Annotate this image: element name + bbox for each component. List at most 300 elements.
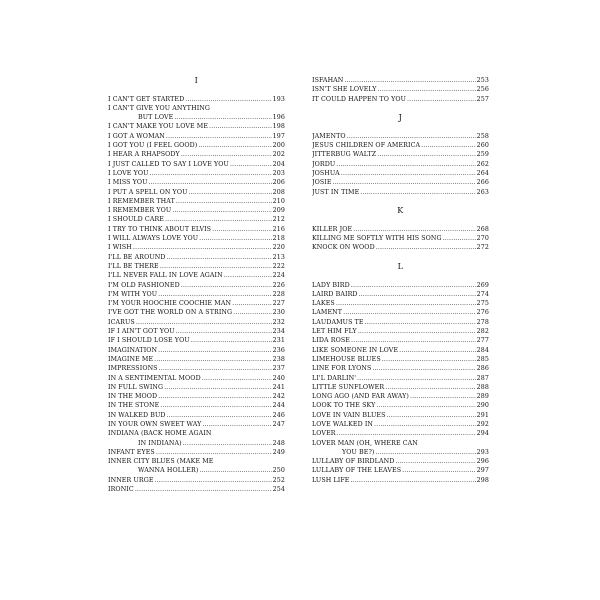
entry-page-number: 234 [272, 328, 285, 336]
entry-title: I'LL BE AROUND [108, 253, 166, 261]
dot-leader [176, 327, 272, 336]
index-entry-line [108, 457, 285, 466]
index-entry-line [108, 318, 285, 327]
index-entry-line [312, 234, 489, 243]
entry-page-number: 260 [476, 142, 489, 150]
entry-title: IMAGINE ME [108, 355, 154, 363]
index-entry-line [108, 355, 285, 364]
entry-page-number: 226 [272, 281, 285, 289]
index-entry-line [312, 346, 489, 355]
index-entry-line [108, 178, 285, 187]
index-entry-line [108, 485, 285, 494]
dot-leader [188, 188, 271, 197]
entry-title: JOSHUA [312, 169, 340, 177]
dot-leader [199, 234, 272, 243]
section-spacer [312, 104, 489, 113]
index-entry-line [108, 299, 285, 308]
entry-title: IN THE STONE [108, 402, 160, 410]
index-entry-line [312, 132, 489, 141]
entry-page-number: 298 [476, 476, 489, 484]
dot-leader [376, 401, 475, 410]
entry-title: IF I AIN'T GOT YOU [108, 328, 175, 336]
entry-page-number: 247 [272, 420, 285, 428]
entry-title: IN THE MOOD [108, 393, 158, 401]
dot-leader [224, 271, 272, 280]
index-column-left [108, 76, 285, 494]
index-entry-line [312, 355, 489, 364]
entry-page-number: 291 [476, 411, 489, 419]
entry-page-number: 272 [476, 244, 489, 252]
entry-title: LOVE WALKED IN [312, 420, 374, 428]
entry-title: LAUDAMUS TE [312, 318, 364, 326]
dot-leader [336, 160, 475, 169]
entry-page-number: 206 [272, 179, 285, 187]
entry-page-number: 197 [272, 132, 285, 140]
entry-title: I WISH [108, 244, 132, 252]
dot-leader [176, 197, 272, 206]
entry-title: IN A SENTIMENTAL MOOD [108, 374, 201, 382]
entry-title: LET HIM FLY [312, 328, 357, 336]
dot-leader [165, 215, 272, 224]
index-entry-line [312, 85, 489, 94]
entry-title: I'M OLD FASHIONED [108, 281, 180, 289]
entry-page-number: 198 [272, 123, 285, 131]
dot-leader [181, 150, 272, 159]
entry-title: LULLABY OF BIRDLAND [312, 458, 395, 466]
dot-leader [376, 243, 476, 252]
entry-title: IN FULL SWING [108, 383, 164, 391]
entry-page-number: 196 [272, 114, 285, 122]
entry-title: LITTLE SUNFLOWER [312, 383, 385, 391]
entry-page-number: 266 [476, 179, 489, 187]
dot-leader [158, 346, 272, 355]
entry-title: JUST IN TIME [312, 188, 360, 196]
entry-title: ISN'T SHE LOVELY [312, 86, 377, 94]
entry-page-number: 212 [272, 216, 285, 224]
index-entry-line [108, 225, 285, 234]
entry-page-number: 257 [476, 95, 489, 103]
section-spacer [312, 122, 489, 131]
entry-title: KNOCK ON WOOD [312, 244, 375, 252]
index-entry-line [312, 336, 489, 345]
index-entry-line [312, 160, 489, 169]
index-column-right [312, 76, 489, 485]
dot-leader [374, 420, 476, 429]
entry-title: JORDU [312, 160, 336, 168]
index-entry-line [108, 122, 285, 131]
dot-leader [399, 346, 476, 355]
entry-page-number: 293 [476, 448, 489, 456]
dot-leader [230, 160, 272, 169]
entry-title: IMPRESSIONS [108, 365, 158, 373]
index-entry-line [312, 476, 489, 485]
dot-leader [156, 448, 272, 457]
index-entry-line [108, 374, 285, 383]
dot-leader [166, 132, 272, 141]
dot-leader [191, 336, 272, 345]
entry-title: I JUST CALLED TO SAY I LOVE YOU [108, 160, 229, 168]
dot-leader [150, 169, 272, 178]
entry-page-number: 254 [272, 486, 285, 494]
entry-title: LI'L DARLIN' [312, 374, 357, 382]
entry-page-number: 249 [272, 448, 285, 456]
index-entry-line [312, 383, 489, 392]
index-entry-line [108, 113, 285, 122]
entry-title: I'LL NEVER FALL IN LOVE AGAIN [108, 272, 223, 280]
dot-leader [421, 141, 476, 150]
entry-page-number: 231 [272, 337, 285, 345]
dot-leader [233, 308, 272, 317]
entry-page-number: 216 [272, 225, 285, 233]
dot-leader [198, 141, 271, 150]
entry-page-number: 258 [476, 132, 489, 140]
index-entry-line [108, 364, 285, 373]
index-entry-line [312, 188, 489, 197]
index-entry-line [108, 271, 285, 280]
entry-page-number: 288 [476, 383, 489, 391]
entry-title: INDIANA (BACK HOME AGAIN [108, 430, 212, 438]
dot-leader [133, 243, 272, 252]
dot-leader [337, 429, 476, 438]
entry-title: JITTERBUG WALTZ [312, 151, 377, 159]
entry-title: I'VE GOT THE WORLD ON A STRING [108, 309, 233, 317]
entry-title: I'LL BE THERE [108, 262, 159, 270]
entry-page-number: 263 [476, 188, 489, 196]
entry-title: I PUT A SPELL ON YOU [108, 188, 188, 196]
entry-title: KILLER JOE [312, 225, 353, 233]
entry-page-number: 268 [476, 225, 489, 233]
index-entry-line [312, 281, 489, 290]
section-spacer [312, 197, 489, 206]
dot-leader [202, 420, 271, 429]
entry-title: I MISS YOU [108, 179, 148, 187]
index-entry-line [312, 411, 489, 420]
dot-leader [158, 392, 271, 401]
index-entry-line [108, 160, 285, 169]
dot-leader [358, 327, 476, 336]
index-entry-line [312, 420, 489, 429]
dot-leader [158, 290, 272, 299]
entry-page-number: 276 [476, 309, 489, 317]
entry-title: IT COULD HAPPEN TO YOU [312, 95, 407, 103]
dot-leader [402, 466, 476, 475]
entry-title: WANNA HOLLER) [138, 467, 199, 475]
dot-leader [212, 225, 272, 234]
entry-title: JAMENTO [312, 132, 346, 140]
entry-page-number: 218 [272, 235, 285, 243]
index-entry-line [312, 401, 489, 410]
index-entry-line [108, 336, 285, 345]
entry-page-number: 287 [476, 374, 489, 382]
entry-page-number: 270 [476, 235, 489, 243]
entry-title: INNER URGE [108, 476, 154, 484]
dot-leader [410, 392, 476, 401]
index-entry-line [312, 225, 489, 234]
entry-title: BUT LOVE [138, 114, 174, 122]
dot-leader [343, 308, 476, 317]
dot-leader [387, 411, 476, 420]
entry-title: YOU BE?) [342, 448, 375, 456]
entry-page-number: 296 [476, 458, 489, 466]
dot-leader [160, 401, 271, 410]
entry-title: IF I SHOULD LOSE YOU [108, 337, 190, 345]
entry-title: IN YOUR OWN SWEET WAY [108, 420, 202, 428]
entry-title: LIMEHOUSE BLUES [312, 355, 381, 363]
dot-leader [357, 374, 476, 383]
entry-title: LADY BIRD [312, 281, 350, 289]
index-entry-line [312, 169, 489, 178]
dot-leader [155, 476, 272, 485]
index-entry-line [108, 141, 285, 150]
index-entry-line [312, 466, 489, 475]
entry-title: I LOVE YOU [108, 169, 149, 177]
index-entry-line [312, 141, 489, 150]
entry-page-number: 290 [476, 402, 489, 410]
entry-page-number: 230 [272, 309, 285, 317]
section-spacer [312, 253, 489, 262]
entry-page-number: 203 [272, 169, 285, 177]
entry-title: I GOT A WOMAN [108, 132, 165, 140]
dot-leader [185, 95, 271, 104]
entry-page-number: 204 [272, 160, 285, 168]
entry-page-number: 209 [272, 207, 285, 215]
index-entry-line [108, 215, 285, 224]
entry-page-number: 213 [272, 253, 285, 261]
dot-leader [154, 355, 272, 364]
index-entry-line [312, 243, 489, 252]
section-heading-k: K [397, 206, 404, 216]
entry-page-number: 256 [476, 86, 489, 94]
entry-title: I REMEMBER YOU [108, 207, 172, 215]
index-entry-line [108, 253, 285, 262]
index-entry-line [108, 439, 285, 448]
entry-title: I CAN'T MAKE YOU LOVE ME [108, 123, 209, 131]
entry-page-number: 238 [272, 355, 285, 363]
section-heading-l: L [397, 261, 404, 271]
dot-leader [443, 234, 476, 243]
entry-title: I CAN'T GIVE YOU ANYTHING [108, 104, 211, 112]
dot-leader [372, 364, 475, 373]
entry-title: LINE FOR LYONS [312, 365, 372, 373]
entry-title: IMAGINATION [108, 346, 158, 354]
entry-title: LAKES [312, 300, 335, 308]
index-entry-line [108, 104, 285, 113]
index-entry-line [108, 262, 285, 271]
entry-page-number: 193 [272, 95, 285, 103]
dot-leader [232, 299, 272, 308]
entry-page-number: 284 [476, 346, 489, 354]
entry-title: LAIRD BAIRD [312, 290, 358, 298]
entry-title: IN WALKED BUD [108, 411, 166, 419]
index-entry-line [312, 448, 489, 457]
entry-title: LOVER MAN (OH, WHERE CAN [312, 439, 418, 447]
entry-title: LIDA ROSE [312, 337, 350, 345]
entry-title: ISFAHAN [312, 77, 344, 84]
entry-page-number: 292 [476, 420, 489, 428]
entry-page-number: 237 [272, 365, 285, 373]
dot-leader [336, 299, 476, 308]
index-entry-line [108, 401, 285, 410]
index-entry-line [108, 448, 285, 457]
entry-title: I WILL ALWAYS LOVE YOU [108, 235, 199, 243]
entry-title: LULLABY OF THE LEAVES [312, 467, 402, 475]
index-entry-line [312, 308, 489, 317]
index-entry-line [312, 95, 489, 104]
dot-leader [360, 188, 475, 197]
entry-page-number: 253 [476, 77, 489, 84]
entry-page-number: 278 [476, 318, 489, 326]
entry-title: ICARUS [108, 318, 135, 326]
entry-page-number: 210 [272, 197, 285, 205]
index-entry-line [312, 76, 489, 85]
entry-title: I REMEMBER THAT [108, 197, 175, 205]
index-entry-line [312, 429, 489, 438]
index-entry-line [108, 290, 285, 299]
dot-leader [149, 178, 272, 187]
dot-leader [202, 374, 272, 383]
entry-page-number: 220 [272, 244, 285, 252]
index-entry-line [312, 318, 489, 327]
section-spacer [312, 271, 489, 280]
dot-leader [199, 466, 271, 475]
index-entry-line [108, 281, 285, 290]
index-entry-line [108, 429, 285, 438]
entry-page-number: 232 [272, 318, 285, 326]
entry-title: IRONIC [108, 486, 134, 494]
entry-page-number: 228 [272, 290, 285, 298]
index-entry-line [312, 374, 489, 383]
entry-title: LONG AGO (AND FAR AWAY) [312, 393, 409, 401]
dot-leader [174, 113, 271, 122]
entry-page-number: 282 [476, 328, 489, 336]
dot-leader [333, 178, 476, 187]
entry-page-number: 285 [476, 355, 489, 363]
index-entry-line [108, 308, 285, 317]
index-entry-line [312, 439, 489, 448]
entry-page-number: 200 [272, 142, 285, 150]
dot-leader [378, 85, 476, 94]
dot-leader [344, 76, 475, 85]
dot-leader [375, 448, 475, 457]
entry-page-number: 297 [476, 467, 489, 475]
entry-page-number: 236 [272, 346, 285, 354]
dot-leader [164, 383, 272, 392]
dot-leader [351, 281, 476, 290]
index-entry-line [312, 457, 489, 466]
dot-leader [183, 439, 272, 448]
dot-leader [353, 225, 475, 234]
index-entry-line [108, 197, 285, 206]
dot-leader [359, 290, 476, 299]
entry-title: LOVE IN VAIN BLUES [312, 411, 386, 419]
entry-page-number: 294 [476, 430, 489, 438]
entry-page-number: 246 [272, 411, 285, 419]
entry-page-number: 227 [272, 300, 285, 308]
index-entry-line [108, 188, 285, 197]
dot-leader [159, 364, 272, 373]
dot-leader [135, 485, 272, 494]
dot-leader [365, 318, 476, 327]
entry-page-number: 269 [476, 281, 489, 289]
entry-page-number: 275 [476, 300, 489, 308]
dot-leader [385, 383, 475, 392]
index-entry-line [108, 169, 285, 178]
index-entry-line [108, 150, 285, 159]
index-entry-line [312, 327, 489, 336]
section-spacer [312, 215, 489, 224]
entry-title: KILLING ME SOFTLY WITH HIS SONG [312, 235, 442, 243]
index-entry-line [108, 392, 285, 401]
entry-page-number: 262 [476, 160, 489, 168]
entry-title: JESUS CHILDREN OF AMERICA [312, 142, 421, 150]
index-entry-line [312, 290, 489, 299]
index-entry-line [108, 411, 285, 420]
index-entry-line [108, 476, 285, 485]
entry-title: IN INDIANA) [138, 439, 182, 447]
index-entry-line [108, 383, 285, 392]
index-entry-line [312, 392, 489, 401]
entry-page-number: 240 [272, 374, 285, 382]
index-entry-line [108, 132, 285, 141]
dot-leader [136, 318, 272, 327]
dot-leader [377, 150, 475, 159]
entry-page-number: 248 [272, 439, 285, 447]
dot-leader [395, 457, 475, 466]
entry-page-number: 241 [272, 383, 285, 391]
entry-title: LAMENT [312, 309, 343, 317]
dot-leader [341, 169, 476, 178]
entry-page-number: 264 [476, 169, 489, 177]
entry-page-number: 244 [272, 402, 285, 410]
index-entry-line [108, 466, 285, 475]
entry-page-number: 242 [272, 393, 285, 401]
entry-title: JOSIE [312, 179, 332, 187]
section-heading-i: I [194, 76, 199, 85]
index-entry-line [312, 364, 489, 373]
entry-page-number: 208 [272, 188, 285, 196]
dot-leader [172, 206, 271, 215]
dot-leader [351, 336, 476, 345]
index-entry-line [108, 243, 285, 252]
section-spacer [108, 85, 285, 94]
entry-title: I HEAR A RHAPSODY [108, 151, 180, 159]
entry-title: I SHOULD CARE [108, 216, 164, 224]
entry-page-number: 274 [476, 290, 489, 298]
dot-leader [167, 411, 272, 420]
entry-page-number: 222 [272, 262, 285, 270]
entry-page-number: 277 [476, 337, 489, 345]
entry-title: I TRY TO THINK ABOUT ELVIS [108, 225, 212, 233]
dot-leader [382, 355, 476, 364]
index-entry-line [312, 299, 489, 308]
index-entry-line [312, 178, 489, 187]
index-entry-line [108, 346, 285, 355]
index-entry-line [108, 327, 285, 336]
entry-page-number: 250 [272, 467, 285, 475]
dot-leader [160, 262, 272, 271]
index-entry-line [108, 234, 285, 243]
index-entry-line [108, 420, 285, 429]
entry-title: I CAN'T GET STARTED [108, 95, 185, 103]
entry-page-number: 202 [272, 151, 285, 159]
entry-page-number: 259 [476, 151, 489, 159]
dot-leader [181, 281, 272, 290]
index-entry-line [312, 150, 489, 159]
entry-title: LIKE SOMEONE IN LOVE [312, 346, 399, 354]
entry-title: I'M WITH YOU [108, 290, 158, 298]
entry-title: I GOT YOU (I FEEL GOOD) [108, 142, 198, 150]
entry-page-number: 252 [272, 476, 285, 484]
